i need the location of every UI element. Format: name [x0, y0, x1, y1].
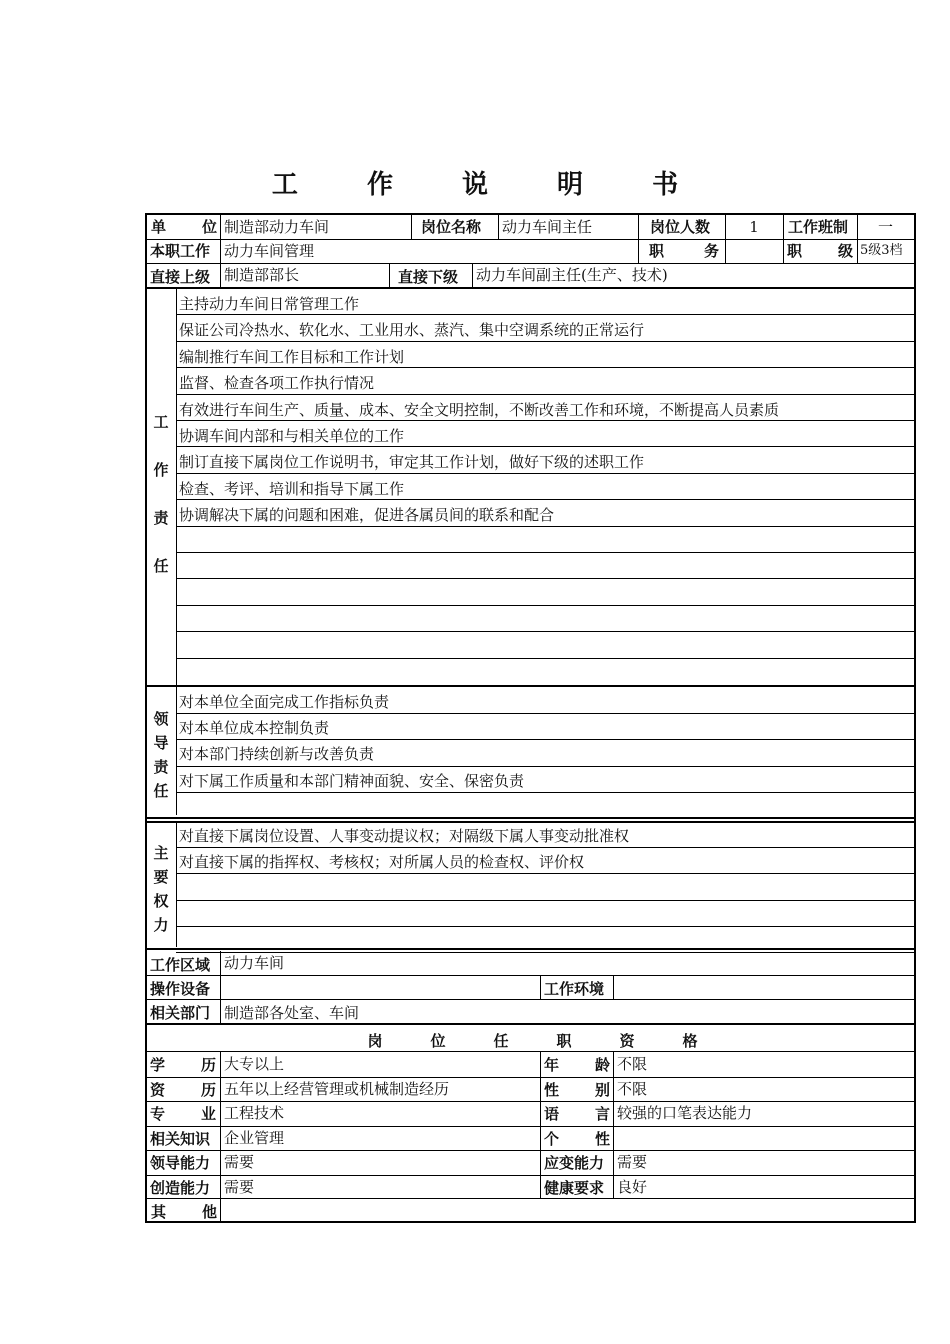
- list-item: 制订直接下属岗位工作说明书，审定其工作计划，做好下级的述职工作: [179, 453, 645, 472]
- qualification-value: 较强的口笔表达能力: [617, 1104, 753, 1122]
- qualification-value: 需要: [617, 1153, 648, 1171]
- list-item: 协调车间内部和与相关单位的工作: [179, 427, 405, 445]
- qualification-value: 大专以上: [224, 1055, 285, 1073]
- leadership-section: [147, 687, 914, 815]
- duty-label: 职 务: [649, 242, 719, 260]
- list-item: 对本部门持续创新与改善负责: [179, 745, 375, 764]
- superior-value: 制造部部长: [224, 266, 300, 284]
- qualification-label: 资 历: [150, 1080, 216, 1099]
- qualification-value: 五年以上经营管理或机械制造经历: [224, 1079, 450, 1098]
- document-title: 工 作 说 明 书: [271, 170, 709, 200]
- powers-label: 主 要 权 力: [153, 844, 169, 934]
- related-dept-label: 相关部门: [150, 1004, 211, 1022]
- list-item: 监督、检查各项工作执行情况: [179, 374, 375, 393]
- subordinate-label: 直接下级: [398, 268, 459, 286]
- responsibilities-label: 工 作 责 任: [153, 413, 169, 575]
- qualification-label: 年 龄: [544, 1056, 610, 1074]
- unit-value: 制造部动力车间: [224, 218, 330, 236]
- qualification-label: 性 别: [544, 1080, 610, 1099]
- list-item: 检查、考评、培训和指导下属工作: [179, 479, 405, 498]
- qualification-label: 语 言: [544, 1105, 610, 1123]
- subordinate-value: 动力车间副主任(生产、技术): [476, 266, 668, 284]
- equipment-label: 操作设备: [150, 980, 211, 998]
- headcount-label: 岗位人数: [650, 218, 711, 236]
- list-item: 对直接下属的指挥权、考核权；对所属人员的检查权、评价权: [179, 853, 585, 872]
- qualification-value: 工程技术: [224, 1104, 285, 1122]
- qualification-label: 健康要求: [544, 1178, 605, 1197]
- other-label: 其 他: [151, 1203, 217, 1221]
- qualifications-heading: 岗位任职资格: [367, 1032, 746, 1050]
- job-description-form: [145, 213, 916, 1223]
- qualification-value: 需要: [224, 1153, 255, 1171]
- qualification-label: 个 性: [544, 1129, 610, 1148]
- list-item: 有效进行车间生产、质量、成本、安全文明控制，不断改善工作和环境，不断提高人员素质: [179, 400, 780, 419]
- job-work-label: 本职工作: [150, 242, 211, 260]
- position-name-value: 动力车间主任: [502, 218, 593, 236]
- qualification-value: 不限: [617, 1079, 648, 1098]
- qualification-label: 应变能力: [544, 1154, 605, 1172]
- qualification-value: 不限: [617, 1055, 648, 1073]
- superior-label: 直接上级: [150, 268, 211, 286]
- work-area-label: 工作区域: [150, 956, 211, 974]
- list-item: 对本单位成本控制负责: [179, 719, 330, 738]
- qualification-label: 相关知识: [150, 1129, 211, 1148]
- qualification-value: 良好: [617, 1177, 648, 1196]
- job-work-value: 动力车间管理: [224, 242, 315, 260]
- shift-value: 一: [877, 218, 893, 236]
- list-item: 主持动力车间日常管理工作: [179, 295, 360, 313]
- list-item: 编制推行车间工作目标和工作计划: [179, 347, 405, 366]
- work-environment-label: 工作环境: [544, 980, 605, 998]
- list-item: 对本单位全面完成工作指标负责: [179, 693, 390, 711]
- qualification-label: 专 业: [150, 1105, 216, 1123]
- powers-section: [147, 821, 914, 947]
- qualification-label: 创造能力: [150, 1178, 211, 1197]
- leadership-label: 领 导 责 任: [153, 710, 169, 800]
- list-item: 对直接下属岗位设置、人事变动提议权；对隔级下属人事变动批准权: [179, 827, 630, 845]
- headcount-value: 1: [749, 218, 759, 236]
- list-item: 对下属工作质量和本部门精神面貌、安全、保密负责: [179, 771, 525, 790]
- list-item: 保证公司冷热水、软化水、工业用水、蒸汽、集中空调系统的正常运行: [179, 321, 645, 340]
- shift-label: 工作班制: [788, 218, 849, 236]
- unit-label: 单 位: [151, 218, 217, 236]
- list-item: 协调解决下属的问题和困难，促进各属员间的联系和配合: [179, 506, 555, 525]
- grade-value: 5级3档: [860, 243, 903, 258]
- related-dept-value: 制造部各处室、车间: [224, 1004, 360, 1022]
- responsibilities-section: [147, 288, 914, 685]
- work-area-value: 动力车间: [224, 954, 285, 972]
- grade-label: 职 级: [787, 242, 853, 260]
- qualification-label: 学 历: [150, 1056, 216, 1074]
- qualification-value: 企业管理: [224, 1128, 285, 1147]
- qualification-value: 需要: [224, 1177, 255, 1196]
- qualification-label: 领导能力: [150, 1154, 211, 1172]
- position-name-label: 岗位名称: [421, 218, 482, 236]
